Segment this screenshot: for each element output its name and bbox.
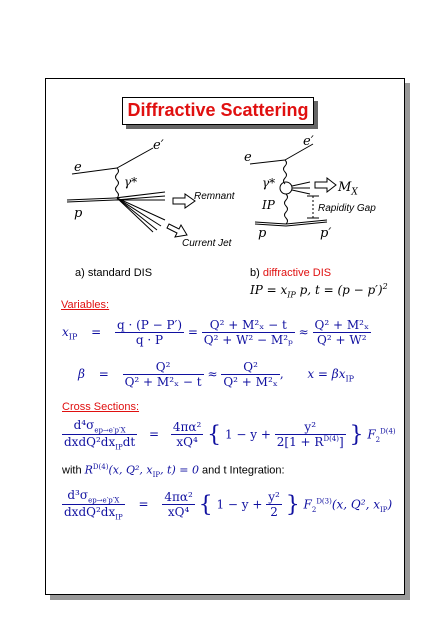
standard-dis-diagram bbox=[67, 148, 195, 237]
equation-xip: $x_{IP}$ = $\frac{q \cdot (P - P')}{q \cdot P}$ = $\frac{\text{Q² + M²ₓ − t}}{\text{Q² + W² − M²ₚ}}$ ≈ $\frac{\text{Q² + M²ₓ}}{\text{Q² + W²}}$ bbox=[62, 318, 370, 347]
label-gamma-right: γ* bbox=[262, 176, 276, 190]
label-pomeron: IP bbox=[262, 198, 275, 212]
title-box bbox=[122, 97, 314, 125]
label-e-prime-left: e′ bbox=[153, 138, 164, 153]
cross-sections-heading: Cross Sections: bbox=[62, 401, 140, 413]
label-e-left: e bbox=[74, 160, 82, 175]
integration-condition: with $R^{D(4)}(x$, Q², $x_{IP}$, t) = 0 and t Integration: bbox=[62, 463, 285, 479]
label-remnant: Remnant bbox=[194, 191, 235, 202]
label-gamma-left: γ* bbox=[124, 175, 138, 189]
label-current-jet: Current Jet bbox=[182, 238, 232, 249]
label-e-prime-right: e′ bbox=[303, 134, 314, 149]
label-p-left: p bbox=[74, 206, 83, 221]
caption-standard-dis: a) standard DIS bbox=[75, 267, 153, 279]
equation-beta: β = $\frac{\text{Q²}}{\text{Q² + M²ₓ − t}}$ ≈ $\frac{\text{Q²}}{\text{Q² + M²ₓ}}$ , $x = \beta x_{IP}$ bbox=[78, 360, 355, 389]
label-p-right: p bbox=[258, 226, 267, 241]
equation-cross-section-4: $\frac{d^4\sigma_{ep\to e'p'X}}{dxdQ^2dx_{IP}dt}$ = $\frac{\text{4πα²}}{\text{xQ⁴}}$ { 1 − y + $\frac{\text{y²}}{2[1 + R^{D(4)}]}$ } $F_2^{D(4)}$ bbox=[64, 418, 396, 452]
page-title: Diffractive Scattering bbox=[127, 100, 309, 120]
caption-diffractive-dis: b) diffractive DIS bbox=[250, 267, 332, 279]
label-mx: $M_X$ bbox=[338, 180, 358, 198]
label-p-prime-right: p′ bbox=[320, 226, 332, 241]
variables-heading: Variables: bbox=[61, 299, 110, 311]
label-rapidity-gap: Rapidity Gap bbox=[318, 203, 376, 214]
caption-pomeron-formula: IP = $x_{IP}$ p, $t = (p - p')^2$ bbox=[250, 282, 388, 300]
equation-cross-section-3: $\frac{d^3\sigma_{ep\to e'p'X}}{dxdQ^2dx_{IP}}$ = $\frac{\text{4πα²}}{\text{xQ⁴}}$ { 1 − y + $\frac{\text{y²}}{2}$ } $F_2^{D(3)}(x$, Q², $x_{IP}$) bbox=[64, 488, 393, 522]
label-e-right: e bbox=[244, 150, 252, 165]
